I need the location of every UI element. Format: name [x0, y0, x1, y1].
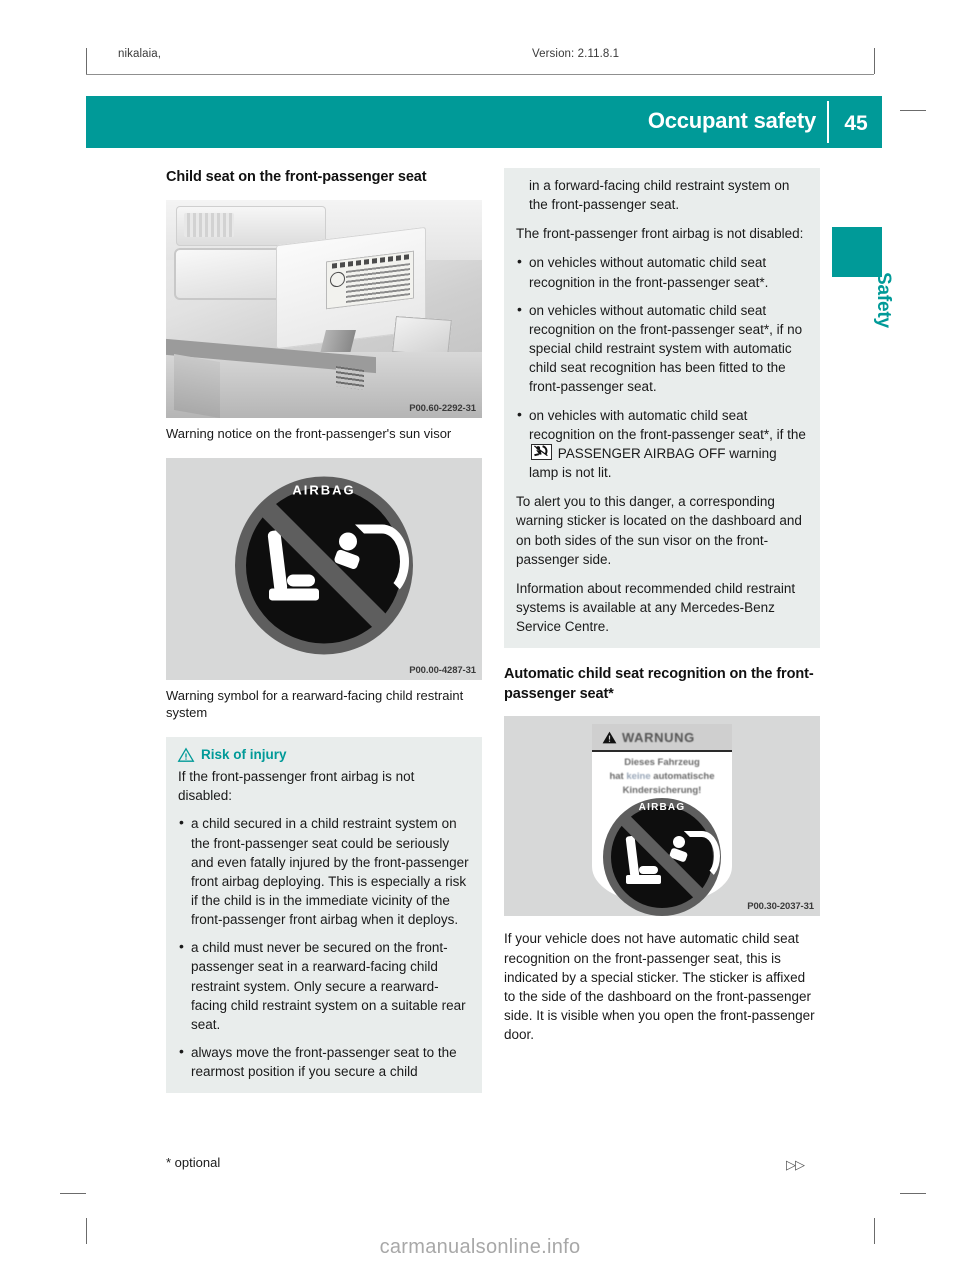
warning-box-header	[178, 747, 470, 762]
sticker-shape	[592, 724, 732, 902]
sticker-line-3: Kindersicherung!	[622, 784, 702, 796]
warning-box-title: Risk of injury	[201, 747, 287, 763]
figure-airbag-warning-symbol	[166, 458, 482, 680]
warning-box-intro: If the front-passenger front airbag is not disabled:	[178, 769, 415, 804]
right-section-heading: Automatic child seat recognition on the front-passenger seat*	[504, 666, 814, 702]
bullet-text-after-icon: PASSENGER AIRBAG OFF warning lamp is not lit.	[529, 445, 777, 481]
rear-view-mirror-shape	[174, 248, 284, 300]
crop-mark-left-bottom	[60, 1193, 86, 1194]
sticker-seat-cushion-shape	[639, 866, 658, 874]
header-rule	[86, 74, 874, 75]
warning-box-bullet-list	[178, 814, 470, 1081]
bullet-text-before-icon: on vehicles with automatic child seat recognition on the front-passenger seat*, if the	[529, 407, 806, 442]
air-vent-shape	[336, 366, 364, 390]
right-column	[504, 168, 820, 1055]
left-column	[166, 168, 482, 1093]
figure-code-sticker: P00.30-2037-31	[747, 901, 814, 913]
running-head-version-text: Version: 2.11.8.1	[532, 48, 620, 60]
list-item: • a child must never be secured on the front-passenger seat in a rearward-facing child restraint system. Only secure a rearward-facing child restraint system on a suitable rear seat.	[178, 938, 470, 1034]
risk-of-injury-warning-box	[166, 737, 482, 1093]
airbag-roundel-icon	[235, 476, 413, 654]
seat-cushion-shape	[287, 574, 315, 586]
right-intro-text: The front-passenger front airbag is not disabled:	[516, 226, 804, 242]
figure-caption-visor: Warning notice on the front-passenger's sun visor	[166, 425, 452, 441]
footnote-optional: * optional	[166, 1155, 221, 1170]
overhead-console-shape	[176, 206, 326, 246]
right-paragraph-2: Information about recommended child restraint systems is available at any Mercedes-Benz Service Centre.	[516, 580, 796, 635]
site-watermark: carmanualsonline.info	[379, 1236, 581, 1258]
side-window-shape	[392, 316, 452, 356]
warning-label-sticker-shape	[326, 250, 414, 309]
running-head	[0, 48, 960, 73]
list-item: • on vehicles without automatic child seat recognition in the front-passenger seat*.	[516, 253, 808, 291]
figure-sun-visor-photo	[166, 200, 482, 418]
continuation-arrows-icon: ▷▷	[786, 1157, 804, 1172]
section-thumb-tab	[832, 227, 882, 277]
right-bullet-list	[516, 253, 808, 482]
figure-code-visor: P00.60-2292-31	[409, 402, 476, 414]
section-thumb-tab-label: Safety	[873, 272, 894, 328]
sticker-warning-bar	[592, 724, 732, 752]
sticker-line-1: Dieses Fahrzeug	[624, 757, 700, 769]
figure-code-airbag: P00.00-4287-31	[409, 664, 476, 676]
sticker-warning-word: WARNUNG	[622, 729, 695, 745]
seat-base-shape	[269, 588, 319, 600]
running-head-left-text: nikalaia,	[118, 48, 162, 60]
sticker-airbag-arc-shape	[684, 831, 720, 881]
list-item: • always move the front-passenger seat to the rearmost position if you secure a child	[178, 1043, 470, 1081]
right-paragraph-1: To alert you to this danger, a corresponding warning sticker is located on the dashboard and on both sides of the sun visor on the front-passenger side.	[516, 494, 802, 567]
sticker-text-lines	[346, 263, 410, 303]
sticker-warning-triangle-icon	[602, 731, 617, 744]
page-title: Occupant safety	[647, 108, 816, 133]
crop-mark-right-bottom	[900, 1193, 926, 1194]
sticker-text-block	[592, 752, 732, 797]
passenger-airbag-off-icon	[531, 444, 552, 460]
crop-mark-right-upper	[900, 110, 926, 111]
right-closing-paragraph: If your vehicle does not have automatic child seat recognition on the front-passenger seat, this is indicated by a special sticker. The sticker is affixed to the side of the dashboard on the front-passenger side. It is visible when you open the front-passenger door.	[504, 931, 815, 1043]
airbag-arc-shape	[355, 524, 409, 598]
door-panel-shape	[174, 354, 220, 418]
sticker-line-2: hat keine automatische	[609, 771, 715, 783]
page-number: 45	[844, 112, 868, 135]
sticker-seat-base-shape	[626, 875, 661, 884]
left-section-heading: Child seat on the front-passenger seat	[166, 169, 427, 185]
list-item: • on vehicles without automatic child seat recognition on the front-passenger seat*, if no special child restraint system with automatic child seat recognition has been fitted to the front-passenger seat.	[516, 301, 808, 397]
list-item: • a child secured in a child restraint system on the front-passenger seat could be seriously and even fatally injured by the front-passenger front airbag deploying. This is especially a risk if the child is in the immediate vicinity of the front-passenger front airbag when it deploys.	[178, 814, 470, 929]
warning-triangle-icon	[178, 748, 194, 762]
header-divider	[827, 101, 829, 143]
sticker-airbag-roundel-icon	[603, 798, 721, 916]
roundel-airbag-word: AIRBAG	[292, 482, 356, 498]
list-item-with-icon	[516, 406, 808, 483]
warning-continuation-text: in a forward-facing child restraint system on the front-passenger seat.	[529, 178, 790, 213]
sticker-pictogram-icon	[330, 271, 345, 288]
page-header-bar	[86, 96, 830, 148]
figure-german-warning-sticker	[504, 716, 820, 916]
sticker-roundel-airbag-word: AIRBAG	[638, 802, 686, 814]
warning-box-continuation	[504, 168, 820, 648]
figure-caption-airbag: Warning symbol for a rearward-facing child restraint system	[166, 687, 464, 720]
